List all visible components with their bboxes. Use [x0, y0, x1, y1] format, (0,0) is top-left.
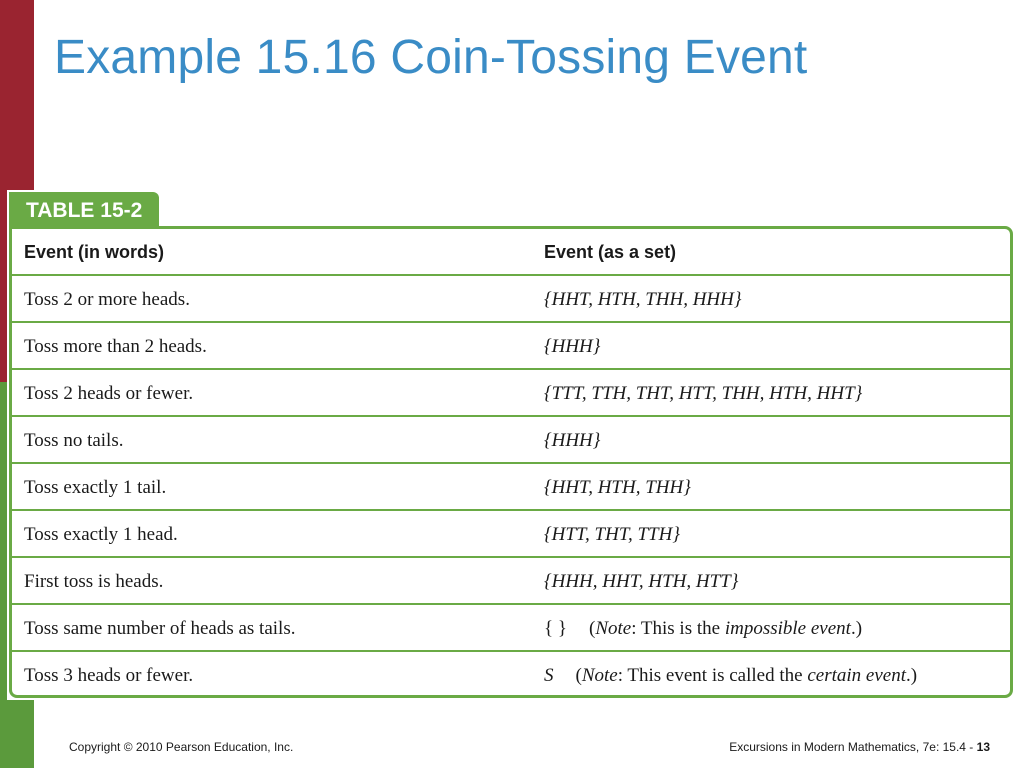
note-text: : This event is called the	[617, 665, 808, 686]
note-close: .)	[850, 618, 863, 639]
event-set-cell	[544, 652, 917, 699]
footer-source	[729, 740, 990, 754]
event-set-cell: {HHH}	[544, 336, 601, 357]
note-emphasis: impossible event	[724, 618, 851, 639]
event-set-cell: {HHT, HTH, THH}	[544, 477, 691, 498]
event-set-cell: {HHH, HHT, HTH, HTT}	[544, 571, 739, 592]
note-label: Note	[581, 665, 618, 686]
page-number: 13	[976, 740, 990, 754]
table-row	[12, 652, 1010, 699]
table-label-tab: TABLE 15-2	[9, 192, 159, 228]
event-words-cell: Toss 3 heads or fewer.	[24, 665, 194, 686]
table-row	[12, 605, 1010, 652]
event-words-cell: Toss 2 or more heads.	[24, 289, 190, 310]
event-words-cell: Toss same number of heads as tails.	[24, 618, 296, 639]
event-set-cell: {HHT, HTH, THH, HHH}	[544, 289, 742, 310]
event-set-cell: {TTT, TTH, THT, HTT, THH, HTH, HHT}	[544, 383, 863, 404]
note-open: (	[575, 665, 582, 686]
note-close: .)	[905, 665, 918, 686]
event-words-cell: Toss more than 2 heads.	[24, 336, 207, 357]
event-words-cell: First toss is heads.	[24, 571, 164, 592]
event-set-cell: {HHH}	[544, 430, 601, 451]
note-text: : This is the	[631, 618, 725, 639]
empty-set: { }	[544, 618, 567, 639]
footer-copyright: Copyright © 2010 Pearson Education, Inc.	[69, 740, 294, 754]
header-event-in-words: Event (in words)	[24, 242, 165, 262]
note-emphasis: certain event	[807, 665, 906, 686]
event-words-cell: Toss no tails.	[24, 430, 124, 451]
event-set-cell: {HTT, THT, TTH}	[544, 524, 680, 545]
event-set-cell	[544, 605, 862, 652]
event-words-cell: Toss exactly 1 tail.	[24, 477, 167, 498]
header-event-as-set: Event (as a set)	[544, 242, 677, 262]
sample-space-symbol: S	[544, 665, 554, 686]
table-row	[12, 511, 1010, 558]
table-row	[12, 276, 1010, 323]
events-table	[9, 226, 1013, 698]
table-row	[12, 558, 1010, 605]
table-header-row	[12, 229, 1010, 276]
table-row	[12, 464, 1010, 511]
slide-title: Example 15.16 Coin-Tossing Event	[54, 31, 808, 84]
event-words-cell: Toss exactly 1 head.	[24, 524, 178, 545]
table-row	[12, 370, 1010, 417]
event-words-cell: Toss 2 heads or fewer.	[24, 383, 194, 404]
footer-source-text: Excursions in Modern Mathematics, 7e: 15.4 -	[729, 740, 977, 754]
table-row	[12, 417, 1010, 464]
note-label: Note	[595, 618, 632, 639]
table-row	[12, 323, 1010, 370]
note-open: (	[589, 618, 596, 639]
